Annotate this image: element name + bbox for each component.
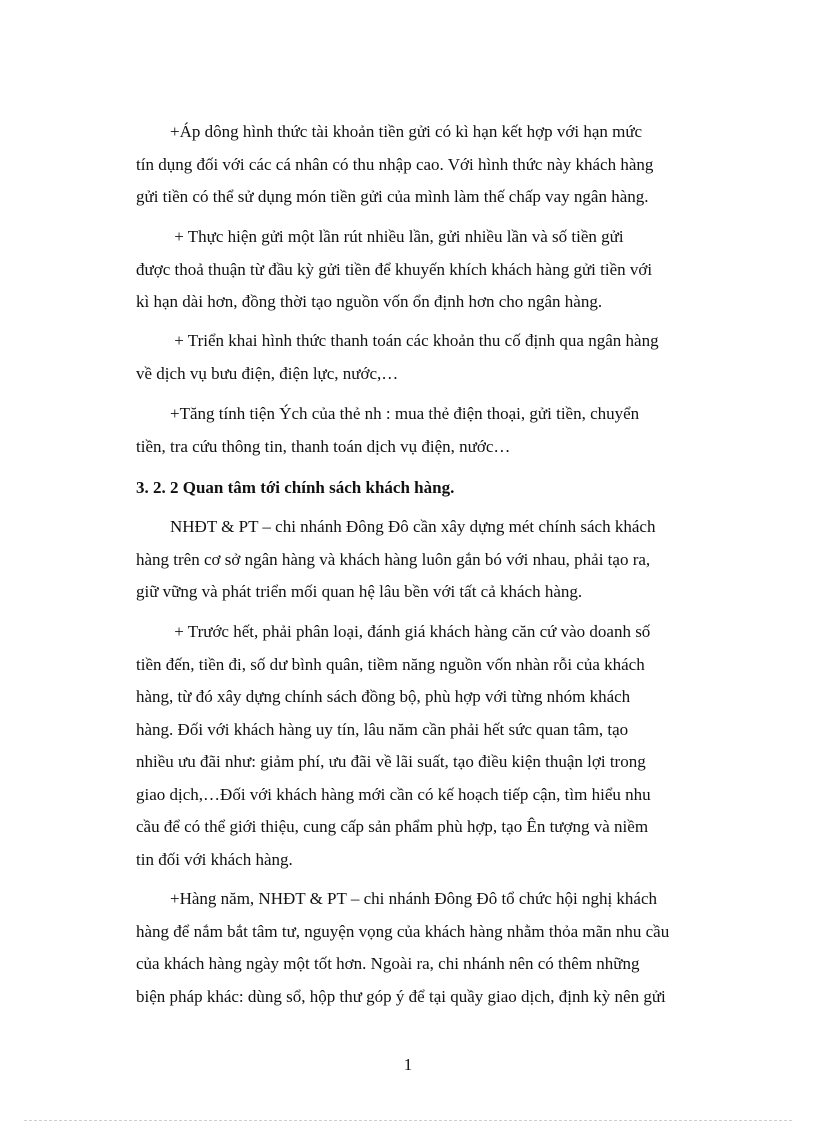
text-line: + Triển khai hình thức thanh toán các khoản thu cố định qua ngân hàng [136, 331, 659, 350]
text-line: NHĐT & PT – chi nhánh Đông Đô cần xây dựng mét chính sách khách [136, 517, 656, 536]
text-line: +Áp dông hình thức tài khoản tiền gửi có kì hạn kết hợp với hạn mức [136, 122, 643, 141]
text-line: + Trước hết, phải phân loại, đánh giá khách hàng căn cứ vào doanh số [136, 622, 651, 641]
text-line: hàng để nắm bắt tâm tư, nguyện vọng của khách hàng nhằm thỏa mãn nhu cầu [136, 921, 670, 941]
text-line: hàng, từ đó xây dựng chính sách đồng bộ, phù hợp với từng nhóm khách [136, 687, 631, 706]
text-line: tín dụng đối với các cá nhân có thu nhập cao. Với hình thức này khách hàng [136, 154, 654, 174]
text-line: tiền, tra cứu thông tin, thanh toán dịch vụ điện, nước… [136, 436, 511, 456]
text-line: về dịch vụ bưu điện, điện lực, nước,… [136, 363, 399, 383]
text-line: tin đối với khách hàng. [136, 849, 293, 869]
text-line: +Hàng năm, NHĐT & PT – chi nhánh Đông Đô tổ chức hội nghị khách [136, 889, 658, 908]
text-line: +Tăng tính tiện Ých của thẻ nh : mua thẻ điện thoại, gửi tiền, chuyển [136, 404, 640, 423]
text-line: hàng. Đối với khách hàng uy tín, lâu năm cần phải hết sức quan tâm, tạo [136, 719, 629, 739]
text-line: kì hạn dài hơn, đồng thời tạo nguồn vốn ổn định hơn cho ngân hàng. [136, 292, 603, 311]
paragraph-multi-deposit [136, 221, 739, 319]
paragraph-customer-conference [136, 883, 739, 1013]
paragraph-card-utility [136, 398, 739, 463]
paragraph-term-deposit [136, 116, 739, 214]
text-line: của khách hàng ngày một tốt hơn. Ngoài ra, chi nhánh nên có thêm những [136, 954, 640, 973]
paragraph-customer-classification [136, 616, 739, 876]
page-bottom-divider [24, 1120, 792, 1121]
text-line: tiền đến, tiền đi, số dư bình quân, tiềm năng nguồn vốn nhàn rỗi của khách [136, 654, 645, 674]
text-line: được thoả thuận từ đầu kỳ gửi tiền để khuyến khích khách hàng gửi tiền với [136, 259, 653, 279]
section-heading: 3. 2. 2 Quan tâm tới chính sách khách hàng. [136, 478, 455, 497]
text-line: nhiều ưu đãi như: giảm phí, ưu đãi về lãi suất, tạo điều kiện thuận lợi trong [136, 752, 646, 771]
text-line: gửi tiền có thể sử dụng món tiền gửi của mình làm thế chấp vay ngân hàng. [136, 187, 649, 206]
text-line: cầu để có thể giới thiệu, cung cấp sản phẩm phù hợp, tạo Ên tượng và niềm [136, 817, 649, 836]
text-line: biện pháp khác: dùng sổ, hộp thư góp ý để tại quầy giao dịch, định kỳ nên gửi [136, 986, 666, 1006]
text-line: giữ vững và phát triển mối quan hệ lâu bền với tất cả khách hàng. [136, 582, 583, 601]
paragraph-customer-policy-intro [136, 511, 739, 609]
text-line: hàng trên cơ sở ngân hàng và khách hàng luôn gắn bó với nhau, phải tạo ra, [136, 549, 651, 569]
page-number: 1 [403, 1055, 413, 1074]
text-line: giao dịch,…Đối với khách hàng mới cần có kế hoạch tiếp cận, tìm hiểu nhu [136, 784, 651, 804]
text-line: + Thực hiện gửi một lần rút nhiều lần, gửi nhiều lần và số tiền gửi [136, 227, 624, 246]
paragraph-payment-services [136, 325, 739, 390]
